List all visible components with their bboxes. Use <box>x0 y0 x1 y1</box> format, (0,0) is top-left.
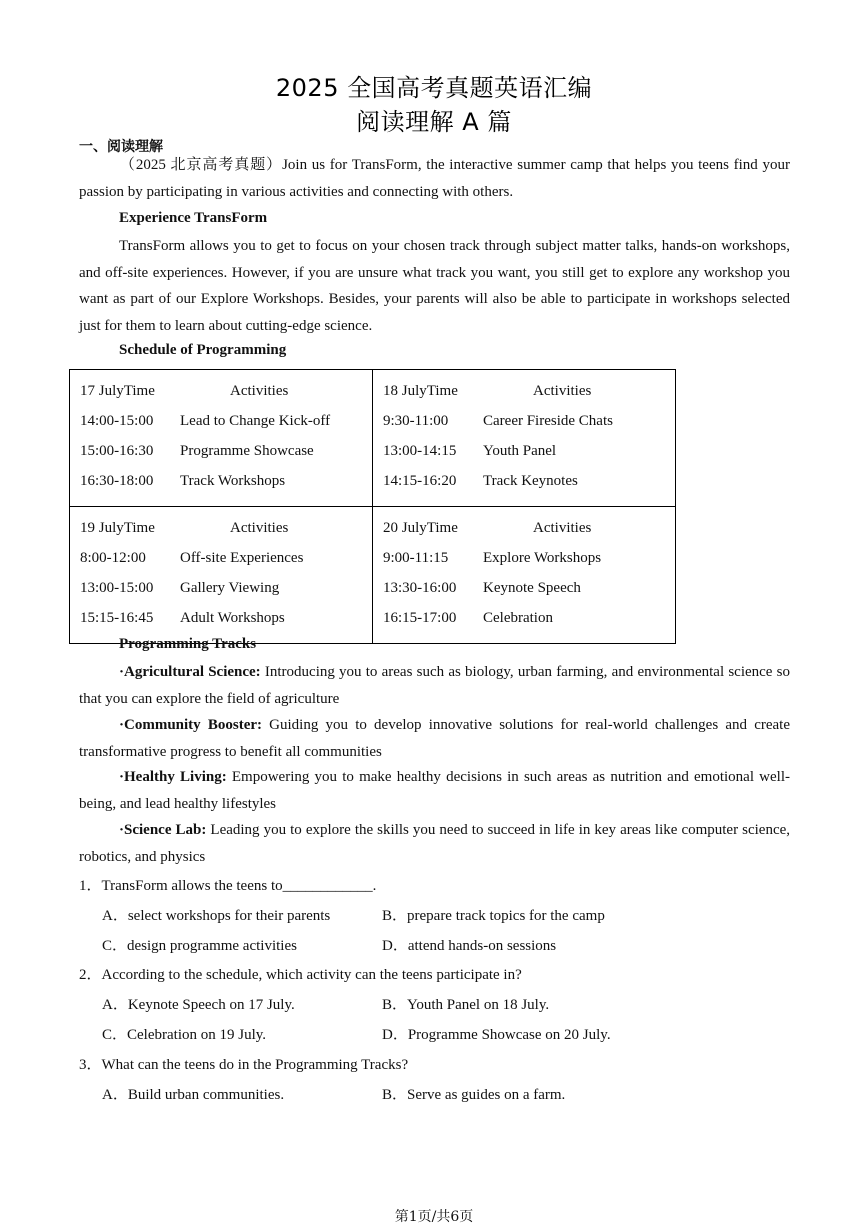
schedule-cell-20-july <box>373 507 676 644</box>
schedule-time: 14:15-16:20 <box>383 473 457 489</box>
header-time: 17 JulyTime <box>80 383 155 399</box>
question-3-option-a: A．Build urban communities. <box>102 1087 285 1103</box>
schedule-table <box>69 369 676 644</box>
track-item <box>79 764 790 817</box>
schedule-activity: Youth Panel <box>483 443 557 459</box>
question-2-option-b: B．Youth Panel on 18 July. <box>382 997 550 1013</box>
header-time: 18 JulyTime <box>383 383 458 399</box>
track-name: ·Community Booster: <box>119 717 262 733</box>
schedule-row <box>383 436 675 466</box>
header-activities: Activities <box>230 520 289 536</box>
schedule-row <box>383 406 675 436</box>
intro-paragraph <box>79 152 790 205</box>
schedule-time: 13:00-15:00 <box>80 580 154 596</box>
question-2-option-a: A．Keynote Speech on 17 July. <box>102 997 295 1013</box>
schedule-time: 13:00-14:15 <box>383 443 457 459</box>
header-activities: Activities <box>230 383 289 399</box>
question-3-stem: 3．What can the teens do in the Programming Tracks? <box>79 1057 409 1073</box>
question-3-option-b: B．Serve as guides on a farm. <box>382 1087 566 1103</box>
schedule-cell-17-july <box>70 370 373 507</box>
header-activities: Activities <box>533 520 592 536</box>
schedule-activity: Lead to Change Kick-off <box>180 413 331 429</box>
schedule-time: 13:30-16:00 <box>383 580 457 596</box>
schedule-activity: Adult Workshops <box>180 610 285 626</box>
schedule-time: 16:15-17:00 <box>383 610 457 626</box>
page-footer: 第1页/共6页 <box>394 1209 474 1225</box>
question-2-stem: 2．According to the schedule, which activity can the teens participate in? <box>79 967 522 983</box>
schedule-row <box>80 573 372 603</box>
schedule-time: 9:00-11:15 <box>383 550 449 566</box>
schedule-activity: Celebration <box>483 610 553 626</box>
section-heading: 一、阅读理解 <box>79 139 163 155</box>
schedule-time: 9:30-11:00 <box>383 413 449 429</box>
schedule-cell-19-july <box>70 507 373 644</box>
question-1-option-a: A．select workshops for their parents <box>102 908 331 924</box>
header-time: 20 JulyTime <box>383 520 458 536</box>
schedule-activity: Track Workshops <box>180 473 286 489</box>
track-text: Introducing you to areas such as biology, urban farming, and environmental science so that you can explore the field of agriculture <box>79 664 790 707</box>
schedule-heading: Schedule of Programming <box>119 342 287 358</box>
schedule-time: 16:30-18:00 <box>80 473 154 489</box>
header-activities: Activities <box>533 383 592 399</box>
schedule-row <box>80 466 372 496</box>
header-time: 19 JulyTime <box>80 520 155 536</box>
schedule-row <box>383 466 675 496</box>
question-2-option-c: C．Celebration on 19 July. <box>102 1027 267 1043</box>
schedule-row <box>80 406 372 436</box>
schedule-header <box>80 513 372 543</box>
question-2-option-d: D．Programme Showcase on 20 July. <box>382 1027 611 1043</box>
experience-paragraph <box>79 233 790 339</box>
track-name: ·Healthy Living: <box>119 769 227 785</box>
question-1-stem: 1．TransForm allows the teens to____________. <box>79 878 377 894</box>
schedule-header <box>383 513 675 543</box>
schedule-activity: Gallery Viewing <box>180 580 280 596</box>
track-item <box>79 712 790 765</box>
schedule-header <box>80 376 372 406</box>
track-item <box>79 659 790 712</box>
tracks-heading: Programming Tracks <box>119 636 257 652</box>
track-text: Leading you to explore the skills you need to succeed in life in key areas like computer science, robotics, and physics <box>79 822 791 865</box>
schedule-time: 15:15-16:45 <box>80 610 154 626</box>
question-1-option-c: C．design programme activities <box>102 938 297 954</box>
track-text: Empowering you to make healthy decisions in such areas as nutrition and emotional well-being, and lead healthy lifestyles <box>79 769 790 812</box>
schedule-activity: Explore Workshops <box>483 550 602 566</box>
schedule-row <box>80 543 372 573</box>
track-item <box>79 817 790 870</box>
track-name: ·Science Lab: <box>119 822 207 838</box>
schedule-row <box>80 603 372 633</box>
track-name: ·Agricultural Science: <box>119 664 261 680</box>
schedule-activity: Career Fireside Chats <box>483 413 613 429</box>
experience-heading: Experience TransForm <box>119 210 268 226</box>
schedule-activity: Keynote Speech <box>483 580 581 596</box>
schedule-activity: Off-site Experiences <box>180 550 304 566</box>
schedule-time: 14:00-15:00 <box>80 413 154 429</box>
document-title: 2025 全国高考真题英语汇编 <box>275 74 593 102</box>
schedule-row <box>383 573 675 603</box>
question-1-option-d: D．attend hands-on sessions <box>382 938 557 954</box>
schedule-row <box>80 436 372 466</box>
schedule-row <box>383 603 675 633</box>
schedule-activity: Track Keynotes <box>483 473 578 489</box>
intro-text: （2025 北京高考真题）Join us for TransForm, the interactive summer camp that helps you teens find your passion by participating in various activities and connecting with others. <box>79 157 790 200</box>
experience-text: TransForm allows you to get to focus on your chosen track through subject matter talks, hands-on workshops, and off-site experiences. However, if you are unsure what track you want, you still get to explore any workshop you want as part of our Explore Workshops. Besides, your parents will also be able to participate in workshops selected just for them to learn about cutting-edge science. <box>79 238 790 334</box>
track-text: Guiding you to develop innovative solutions for real-world challenges and create transformative progress to benefit all communities <box>79 717 790 760</box>
schedule-cell-18-july <box>373 370 676 507</box>
document-subtitle: 阅读理解 A 篇 <box>356 108 512 136</box>
schedule-header <box>383 376 675 406</box>
schedule-activity: Programme Showcase <box>180 443 314 459</box>
schedule-time: 15:00-16:30 <box>80 443 154 459</box>
schedule-time: 8:00-12:00 <box>80 550 146 566</box>
schedule-row <box>383 543 675 573</box>
question-1-option-b: B．prepare track topics for the camp <box>382 908 605 924</box>
